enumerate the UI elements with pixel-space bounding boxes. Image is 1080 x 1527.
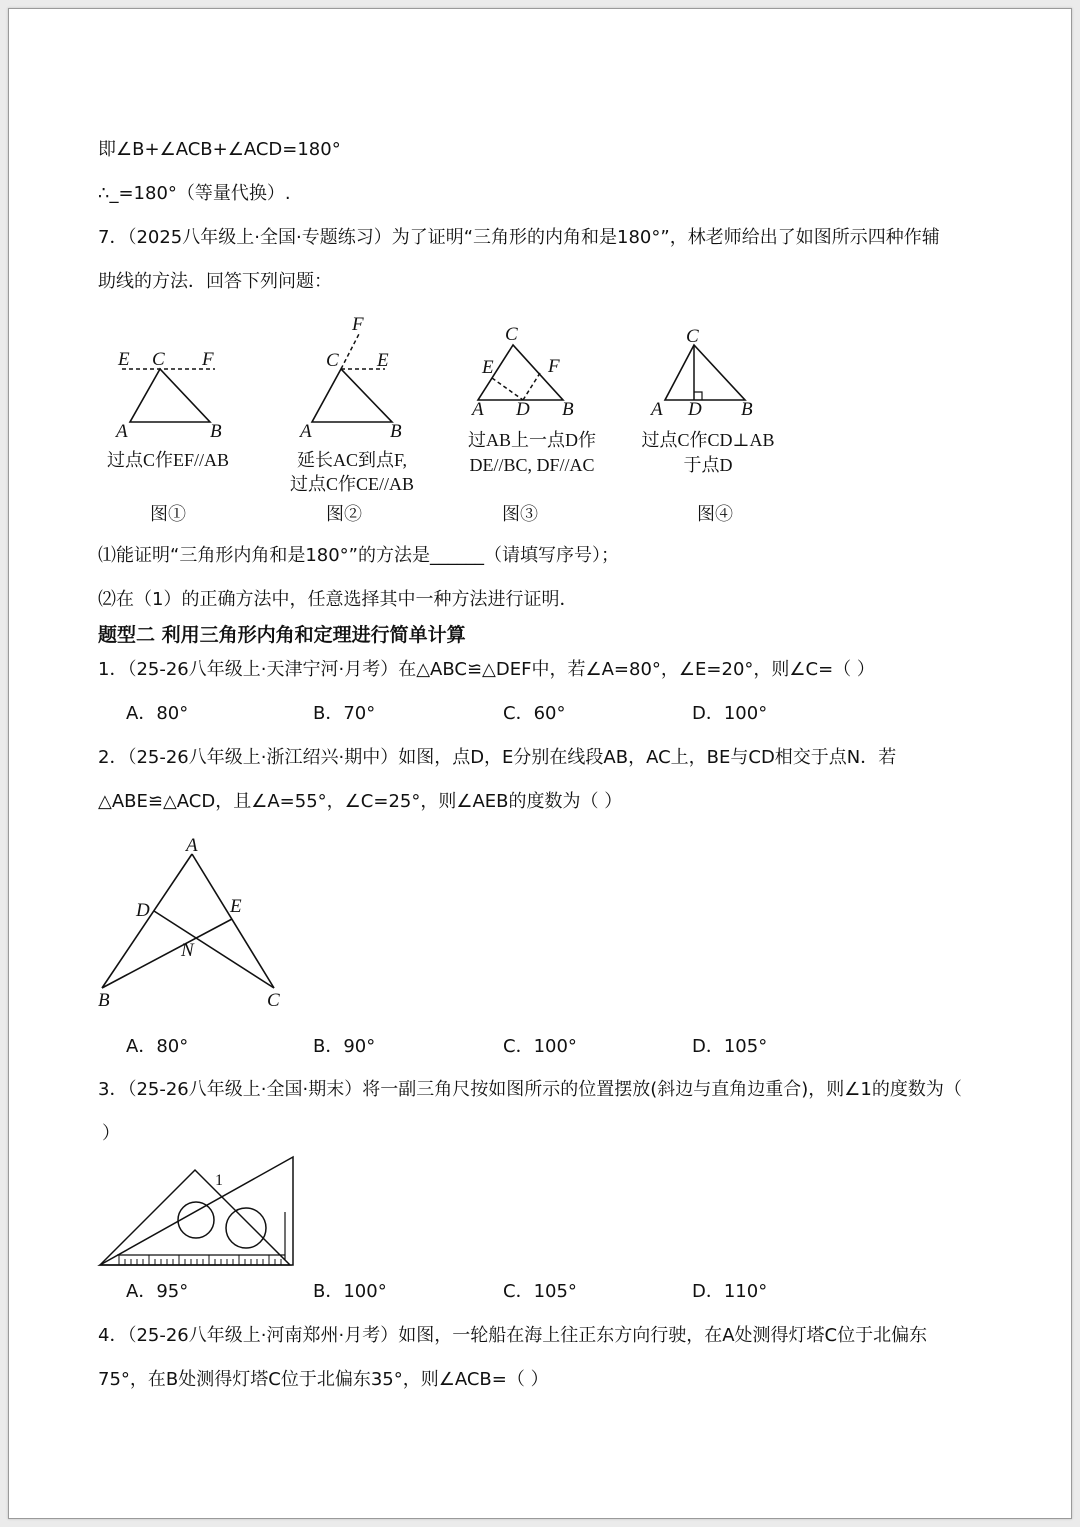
section-heading: 题型二 利用三角形内角和定理进行简单计算 <box>98 624 466 646</box>
label-d: D <box>516 399 530 420</box>
label-f: F <box>352 314 364 335</box>
label-c: C <box>326 350 339 371</box>
figure-2-number: 图② <box>326 504 362 524</box>
label-d: D <box>136 900 150 921</box>
question-3-stem-cont: ） <box>102 1123 120 1144</box>
proof-line-conclusion: ∴_=180°（等量代换）. <box>98 183 291 204</box>
question-3-option-b: B．100° <box>313 1281 387 1302</box>
question-4-stem-cont: 75°，在B处测得灯塔C位于北偏东35°，则∠ACB=（ ） <box>98 1369 549 1390</box>
triangle-abc <box>130 369 210 422</box>
label-c: C <box>152 349 165 370</box>
figure-1-parallel-ef <box>110 340 270 440</box>
question-2-option-d: D．105° <box>692 1036 768 1057</box>
hole-left <box>178 1202 214 1238</box>
question-1-option-c: C．60° <box>503 703 566 724</box>
question-2-option-c: C．100° <box>503 1036 577 1057</box>
figure-1-number: 图① <box>150 504 186 524</box>
line-cf-dashed <box>341 332 360 369</box>
label-c: C <box>686 326 699 347</box>
question-3-option-d: D．110° <box>692 1281 768 1302</box>
label-a: A <box>300 421 312 442</box>
question-7-part-1: ⑴能证明“三角形内角和是180°”的方法是______（请填写序号）； <box>98 545 620 566</box>
figure-4-caption-2: 于点D <box>683 455 733 475</box>
question-2-figure <box>92 830 312 1020</box>
label-e: E <box>118 349 130 370</box>
figure-3-number: 图③ <box>502 504 538 524</box>
label-b: B <box>98 990 110 1011</box>
figure-2-caption-2: 过点C作CE//AB <box>289 474 414 494</box>
set-square-30-60 <box>100 1157 293 1265</box>
figure-2-caption-1: 延长AC到点F, <box>296 450 408 470</box>
question-3-stem: 3．（25-26八年级上·全国·期末）将一副三角尺按如图所示的位置摆放(斜边与直角边重合)，则∠1的度数为（ <box>98 1079 962 1100</box>
figure-4-caption-1: 过点C作CD⊥AB <box>641 430 775 450</box>
segment-cd <box>154 911 274 988</box>
label-a: A <box>472 399 484 420</box>
segment-be <box>102 919 232 988</box>
label-n: N <box>181 940 194 961</box>
segment-ab <box>102 854 192 988</box>
label-c: C <box>505 324 518 345</box>
label-a: A <box>186 835 198 856</box>
set-square-45 <box>100 1170 290 1265</box>
figure-4-altitude-cd <box>640 320 790 420</box>
figure-3-point-d <box>468 320 618 420</box>
segment-ac <box>192 854 274 988</box>
question-7-stem: 7．（2025八年级上·全国·专题练习）为了证明“三角形的内角和是180°”，林老师给出了如图所示四种作辅 <box>98 227 940 248</box>
label-b: B <box>210 421 222 442</box>
question-4-stem: 4．（25-26八年级上·河南郑州·月考）如图，一轮船在海上往正东方向行驶，在A处测得灯塔C位于北偏东 <box>98 1325 928 1346</box>
label-c: C <box>267 990 280 1011</box>
question-1-stem: 1．（25-26八年级上·天津宁河·月考）在△ABC≌△DEF中，若∠A=80°，∠E=20°，则∠C=（ ） <box>98 659 875 680</box>
question-2-option-a: A．80° <box>126 1036 189 1057</box>
label-e: E <box>230 896 242 917</box>
label-f: F <box>202 349 214 370</box>
label-d: D <box>688 399 702 420</box>
label-e: E <box>482 357 494 378</box>
question-2-option-b: B．90° <box>313 1036 376 1057</box>
question-1-option-a: A．80° <box>126 703 189 724</box>
line-de-dashed <box>492 378 523 400</box>
label-e: E <box>377 350 389 371</box>
figure-2-extend-ac <box>300 310 460 440</box>
question-7-stem-cont: 助线的方法．回答下列问题： <box>98 271 332 292</box>
figure-3-caption-1: 过AB上一点D作 <box>467 430 596 450</box>
ruler-ticks <box>119 1255 281 1265</box>
label-b: B <box>562 399 574 420</box>
triangle-abc <box>665 345 745 400</box>
label-a: A <box>651 399 663 420</box>
angle-1-label: 1 <box>215 1172 223 1189</box>
line-df-dashed <box>523 373 540 400</box>
label-a: A <box>116 421 128 442</box>
question-2-stem-cont: △ABE≌△ACD，且∠A=55°，∠C=25°，则∠AEB的度数为（ ） <box>98 791 623 812</box>
figure-1-caption: 过点C作EF//AB <box>106 450 230 470</box>
label-f: F <box>548 356 560 377</box>
question-7-part-2: ⑵在（1）的正确方法中，任意选择其中一种方法进行证明． <box>98 589 578 610</box>
label-b: B <box>390 421 402 442</box>
proof-line-angle-sum: 即∠B+∠ACB+∠ACD=180° <box>98 139 341 160</box>
question-1-option-d: D．100° <box>692 703 768 724</box>
label-b: B <box>741 399 753 420</box>
triangle-abc <box>312 369 392 422</box>
question-3-option-a: A．95° <box>126 1281 189 1302</box>
figure-3-caption-2: DE//BC, DF//AC <box>469 455 595 475</box>
question-1-option-b: B．70° <box>313 703 376 724</box>
question-2-stem: 2．（25-26八年级上·浙江绍兴·期中）如图，点D，E分别在线段AB，AC上，BE与CD相交于点N．若 <box>98 747 897 768</box>
figure-4-number: 图④ <box>697 504 733 524</box>
question-3-set-squares-figure <box>95 1152 305 1272</box>
hole-right <box>226 1208 266 1248</box>
question-3-option-c: C．105° <box>503 1281 577 1302</box>
